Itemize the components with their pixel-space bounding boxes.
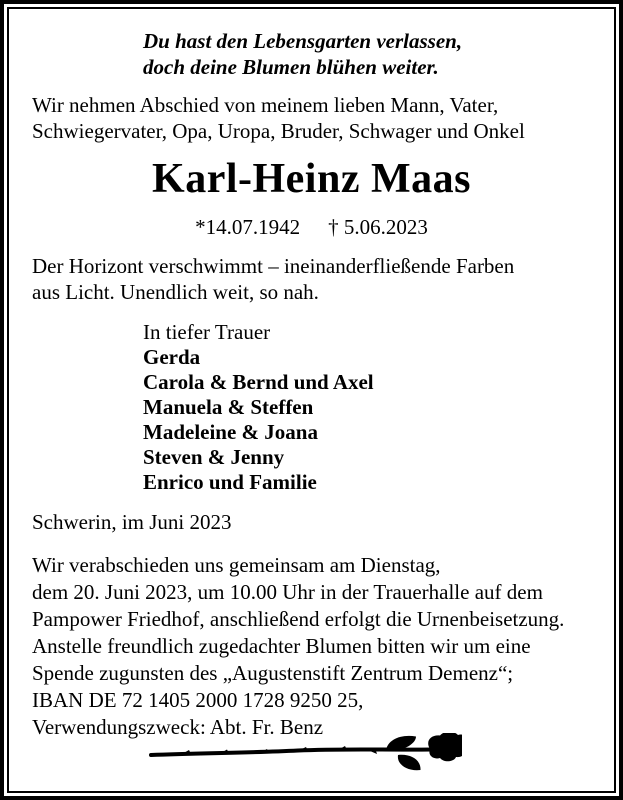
verse-line: Der Horizont verschwimmt – ineinanderfließende Farben (32, 254, 515, 278)
intro-line: Schwiegervater, Opa, Uropa, Bruder, Schwager und Onkel (32, 119, 525, 143)
funeral-line: Anstelle freundlich zugedachter Blumen bitten wir um eine (32, 634, 531, 658)
mourner-name: Enrico und Familie (143, 470, 317, 494)
farewell-intro (32, 92, 525, 144)
mourner-name: Gerda (143, 345, 201, 369)
funeral-line: Spende zugunsten des „Augustenstift Zentrum Demenz“; (32, 661, 514, 685)
mourner-name: Manuela & Steffen (143, 395, 314, 419)
rose-icon (148, 733, 462, 775)
funeral-notice (32, 552, 564, 741)
memorial-verse (32, 253, 514, 305)
intro-line: Wir nehmen Abschied von meinem lieben Mann, Vater, (32, 93, 499, 117)
funeral-line: Pampower Friedhof, anschließend erfolgt die Urnenbeisetzung. (32, 607, 565, 631)
mourners-heading: In tiefer Trauer (143, 320, 271, 344)
mourners-names (143, 345, 374, 495)
funeral-line: IBAN DE 72 1405 2000 1728 9250 25, (32, 688, 364, 712)
epigraph-line: Du hast den Lebensgarten verlassen, (143, 29, 463, 53)
epigraph-line: doch deine Blumen blühen weiter. (143, 55, 439, 79)
mourner-name: Steven & Jenny (143, 445, 285, 469)
death-date: † 5.06.2023 (328, 215, 428, 239)
verse-line: aus Licht. Unendlich weit, so nah. (32, 280, 319, 304)
mourner-name: Carola & Bernd und Axel (143, 370, 374, 394)
funeral-line: Wir verabschieden uns gemeinsam am Dienstag, (32, 553, 441, 577)
birth-date: *14.07.1942 (195, 215, 301, 239)
mourners-block (143, 320, 374, 495)
deceased-name: Karl-Heinz Maas (152, 156, 471, 202)
epigraph-verse (143, 28, 462, 80)
place-and-date: Schwerin, im Juni 2023 (32, 510, 232, 534)
funeral-line: dem 20. Juni 2023, um 10.00 Uhr in der Trauerhalle auf dem (32, 580, 543, 604)
funeral-line: Verwendungszweck: Abt. Fr. Benz (32, 715, 324, 739)
life-dates (0, 214, 623, 240)
mourner-name: Madeleine & Joana (143, 420, 318, 444)
